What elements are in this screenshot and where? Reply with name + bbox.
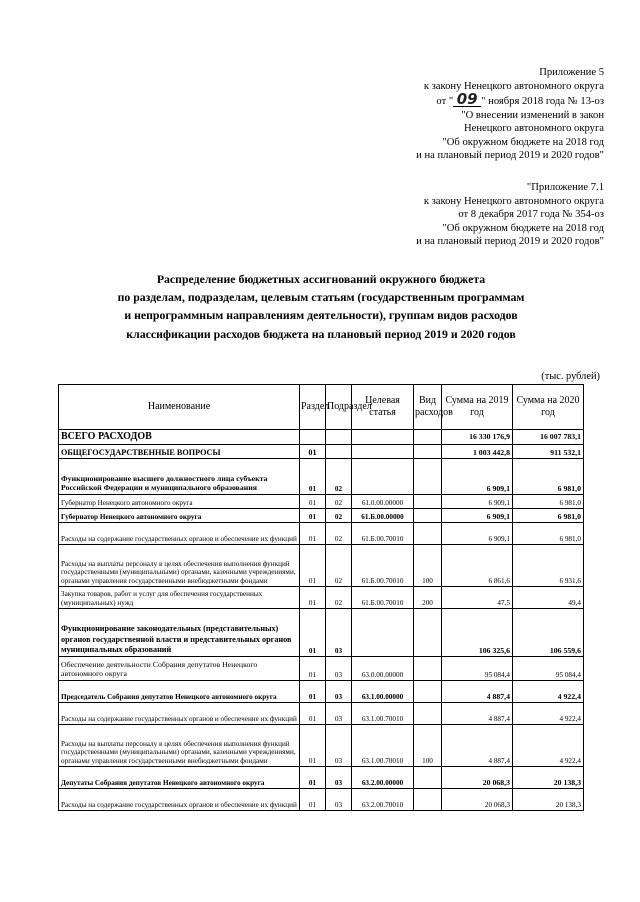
- row-sum-2020: 95 084,4: [513, 657, 584, 681]
- table-row: [59, 587, 584, 609]
- table-row: [59, 430, 584, 445]
- row-target: [352, 430, 414, 445]
- law-line-7: и на плановый период 2019 и 2020 годов": [416, 150, 604, 161]
- row-subsection: 02: [326, 459, 352, 495]
- row-sum-2020: 49,4: [513, 587, 584, 609]
- budget-table: [58, 384, 584, 811]
- row-sum-2019: 4 887,4: [442, 703, 513, 725]
- handwritten-day: 09: [453, 93, 481, 107]
- row-type: [414, 445, 442, 459]
- row-section: 01: [300, 609, 326, 657]
- row-sum-2020: 6 981,0: [513, 509, 584, 523]
- table-row: [59, 703, 584, 725]
- row-subsection: [326, 430, 352, 445]
- document-title: [40, 270, 602, 343]
- row-section: 01: [300, 725, 326, 767]
- row-target: 63.1.00.70010: [352, 725, 414, 767]
- row-sum-2020: 6 981,0: [513, 523, 584, 545]
- header-name: Наименование: [59, 385, 300, 430]
- row-section: 01: [300, 545, 326, 587]
- law-line-3: [344, 90, 604, 109]
- row-sum-2019: 95 084,4: [442, 657, 513, 681]
- row-subsection: 02: [326, 495, 352, 509]
- row-sum-2019: 20 068,3: [442, 767, 513, 789]
- row-sum-2019: 6 909,1: [442, 509, 513, 523]
- row-type: [414, 509, 442, 523]
- table-row: [59, 459, 584, 495]
- row-type: [414, 767, 442, 789]
- table-row: [59, 445, 584, 459]
- row-section: 01: [300, 445, 326, 459]
- row-name: ВСЕГО РАСХОДОВ: [59, 430, 300, 445]
- row-sum-2020: 4 922,4: [513, 703, 584, 725]
- row-sum-2020: 20 138,3: [513, 767, 584, 789]
- row-name: Функционирование законодательных (представительных) органов государственной власти и представительных органов муниципальных образований: [59, 609, 300, 657]
- table-row: [59, 725, 584, 767]
- appendix-line-3: от 8 декабря 2017 года № 354-оз: [458, 209, 604, 220]
- row-name: ОБЩЕГОСУДАРСТВЕННЫЕ ВОПРОСЫ: [59, 445, 300, 459]
- row-sum-2019: 16 330 176,9: [442, 430, 513, 445]
- row-sum-2019: 6 909,1: [442, 495, 513, 509]
- row-type: [414, 523, 442, 545]
- row-target: 63.0.00.00000: [352, 657, 414, 681]
- table-row: [59, 545, 584, 587]
- header-target: Целевая статья: [352, 385, 414, 430]
- row-name: Расходы на выплаты персоналу в целях обеспечения выполнения функций государственными (муниципальными) органами, казенными учреждениями, органами управления государственными внебюджетными фондами: [59, 545, 300, 587]
- row-subsection: 02: [326, 545, 352, 587]
- row-sum-2020: 911 532,1: [513, 445, 584, 459]
- table-row: [59, 523, 584, 545]
- row-subsection: 02: [326, 587, 352, 609]
- law-line-1: Приложение 5: [539, 67, 604, 78]
- law-line-6: "Об окружном бюджете на 2018 год: [442, 136, 604, 148]
- row-target: 63.2.00.70010: [352, 789, 414, 811]
- row-sum-2019: 4 887,4: [442, 725, 513, 767]
- row-subsection: 03: [326, 767, 352, 789]
- row-section: 01: [300, 767, 326, 789]
- row-type: [414, 681, 442, 703]
- table-row: [59, 609, 584, 657]
- law-line-2: к закону Ненецкого автономного округа: [423, 80, 604, 92]
- row-target: [352, 445, 414, 459]
- row-sum-2020: 4 922,4: [513, 725, 584, 767]
- row-target: 61.Б.00.70010: [352, 523, 414, 545]
- row-name: Расходы на выплаты персоналу в целях обеспечения выполнения функций государственными (муниципальными) органами, казенными учреждениями, органами управления государственными внебюджетными фондами: [59, 725, 300, 767]
- title-line-2: по разделам, подразделам, целевым статьям (государственным программам: [117, 290, 525, 305]
- header-type: Вид расходов: [414, 385, 442, 430]
- row-subsection: 02: [326, 523, 352, 545]
- row-type: [414, 430, 442, 445]
- appendix-line-5: и на плановый период 2019 и 2020 годов": [416, 236, 604, 247]
- row-section: 01: [300, 789, 326, 811]
- header-subsection: Подраздел: [326, 385, 352, 430]
- row-type: 100: [414, 545, 442, 587]
- row-name: Председатель Собрания депутатов Ненецкого автономного округа: [59, 681, 300, 703]
- law-line-4: "О внесении изменений в закон: [461, 109, 604, 121]
- appendix-line-1: "Приложение 7.1: [526, 182, 604, 193]
- row-target: 63.1.00.00000: [352, 681, 414, 703]
- row-sum-2020: 20 138,3: [513, 789, 584, 811]
- row-subsection: 03: [326, 725, 352, 767]
- row-name: Расходы на содержание государственных органов и обеспечение их функций: [59, 523, 300, 545]
- row-name: Расходы на содержание государственных органов и обеспечение их функций: [59, 703, 300, 725]
- row-sum-2019: 4 887,4: [442, 681, 513, 703]
- units-label: (тыс. рублей): [541, 371, 600, 382]
- row-target: 63.2.00.00000: [352, 767, 414, 789]
- row-sum-2019: 6 909,1: [442, 459, 513, 495]
- row-type: [414, 459, 442, 495]
- row-sum-2020: 106 559,6: [513, 609, 584, 657]
- row-name: Обеспечение деятельности Собрания депутатов Ненецкого автономного округа: [59, 657, 300, 681]
- row-section: 01: [300, 681, 326, 703]
- table-row: [59, 657, 584, 681]
- row-subsection: 03: [326, 681, 352, 703]
- row-sum-2020: 6 981,0: [513, 495, 584, 509]
- table-row: [59, 681, 584, 703]
- table-row: [59, 509, 584, 523]
- title-line-1: Распределение бюджетных ассигнований окружного бюджета: [156, 272, 486, 286]
- row-sum-2019: 6 909,1: [442, 523, 513, 545]
- row-sum-2019: 1 003 442,8: [442, 445, 513, 459]
- appendix-line-2: к закону Ненецкого автономного округа: [423, 195, 604, 207]
- row-type: 100: [414, 725, 442, 767]
- table-header-row: [59, 385, 584, 430]
- row-target: 61.Б.00.00000: [352, 509, 414, 523]
- appendix-reference-block: [344, 181, 604, 249]
- row-type: [414, 657, 442, 681]
- row-name: Губернатор Ненецкого автономного округа: [59, 509, 300, 523]
- row-section: 01: [300, 495, 326, 509]
- row-section: 01: [300, 523, 326, 545]
- row-subsection: 03: [326, 657, 352, 681]
- table-row: [59, 789, 584, 811]
- row-section: 01: [300, 509, 326, 523]
- row-subsection: 02: [326, 509, 352, 523]
- row-section: 01: [300, 587, 326, 609]
- law-reference-block: [344, 66, 604, 163]
- row-target: [352, 459, 414, 495]
- law-date-prefix: от ": [436, 96, 454, 107]
- row-type: [414, 495, 442, 509]
- row-target: 61.0.00.00000: [352, 495, 414, 509]
- row-sum-2020: 16 007 783,1: [513, 430, 584, 445]
- row-section: 01: [300, 459, 326, 495]
- row-subsection: [326, 445, 352, 459]
- table-row: [59, 767, 584, 789]
- law-date-suffix: " ноября 2018 года № 13-оз: [481, 96, 604, 107]
- title-line-3: и непрограммным направлениям деятельности), группам видов расходов: [124, 308, 518, 323]
- row-section: 01: [300, 703, 326, 725]
- appendix-line-4: "Об окружном бюджете на 2018 год: [442, 222, 604, 234]
- table-row: [59, 495, 584, 509]
- row-sum-2020: 6 931,6: [513, 545, 584, 587]
- law-line-5: Ненецкого автономного округа: [464, 123, 604, 134]
- row-type: [414, 609, 442, 657]
- row-sum-2020: 4 922,4: [513, 681, 584, 703]
- row-sum-2020: 6 981,0: [513, 459, 584, 495]
- row-target: 61.Б.00.70010: [352, 545, 414, 587]
- row-sum-2019: 20 068,3: [442, 789, 513, 811]
- header-sum-2019: Сумма на 2019 год: [442, 385, 513, 430]
- row-sum-2019: 106 325,6: [442, 609, 513, 657]
- row-type: [414, 703, 442, 725]
- row-name: Закупка товаров, работ и услуг для обеспечения государственных (муниципальных) нужд: [59, 587, 300, 609]
- row-name: Депутаты Собрания депутатов Ненецкого автономного округа: [59, 767, 300, 789]
- row-subsection: 03: [326, 789, 352, 811]
- header-sum-2020: Сумма на 2020 год: [513, 385, 584, 430]
- row-subsection: 03: [326, 703, 352, 725]
- header-section: Раздел: [300, 385, 326, 430]
- row-type: 200: [414, 587, 442, 609]
- row-name: Губернатор Ненецкого автономного округа: [59, 495, 300, 509]
- row-target: 63.1.00.70010: [352, 703, 414, 725]
- row-section: [300, 430, 326, 445]
- row-sum-2019: 6 861,6: [442, 545, 513, 587]
- row-type: [414, 789, 442, 811]
- row-target: 61.Б.00.70010: [352, 587, 414, 609]
- row-name: Функционирование высшего должностного лица субъекта Российской Федерации и муниципального образования: [59, 459, 300, 495]
- row-sum-2019: 47,5: [442, 587, 513, 609]
- title-line-4: классификации расходов бюджета на плановый период 2019 и 2020 годов: [126, 326, 516, 341]
- row-target: [352, 609, 414, 657]
- row-section: 01: [300, 657, 326, 681]
- row-subsection: 03: [326, 609, 352, 657]
- row-name: Расходы на содержание государственных органов и обеспечение их функций: [59, 789, 300, 811]
